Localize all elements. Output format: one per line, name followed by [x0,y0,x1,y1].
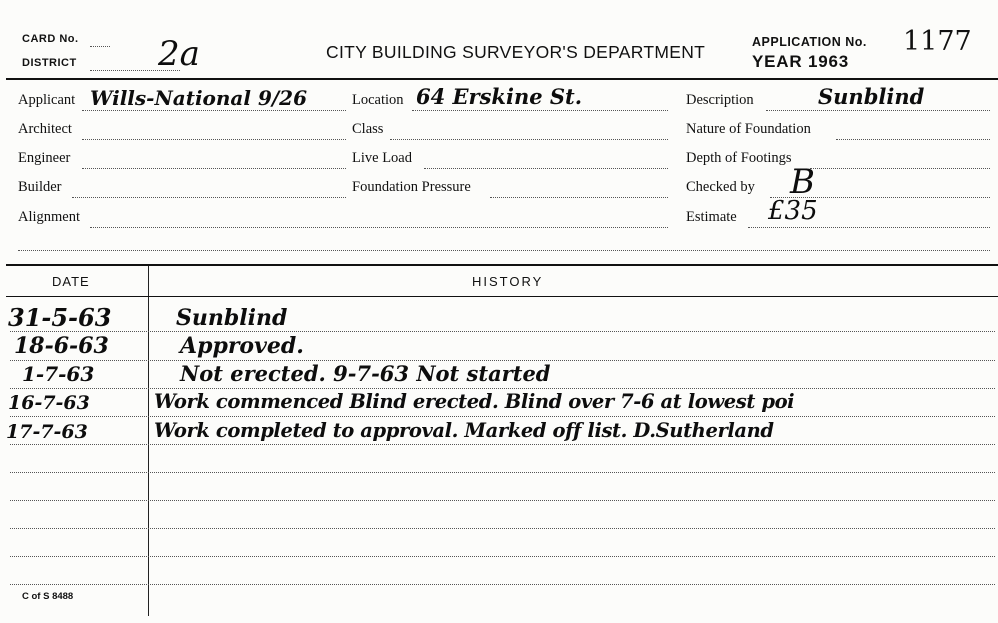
application-label: APPLICATION No. [752,35,867,49]
depth-of-footings-label: Depth of Footings [686,150,792,166]
application-number: 1177 [903,26,972,57]
history-text: Sunblind [176,305,288,331]
department-title: CITY BUILDING SURVEYOR'S DEPARTMENT [326,42,706,62]
history-date: 16-7-63 [8,392,90,414]
architect-label: Architect [18,121,72,137]
history-text: Not erected. 9-7-63 Not started [180,361,551,386]
foundation-pressure-label: Foundation Pressure [352,179,471,195]
district-label: DISTRICT [22,57,77,69]
description-value: Sunblind [818,84,925,109]
history-text: Approved. [180,333,304,359]
history-date: 31-5-63 [8,303,112,332]
history-text: Work commenced Blind erected. Blind over 7-6 at lowest poi [154,390,795,413]
live-load-label: Live Load [352,150,412,166]
checked-by-value: B [790,162,815,202]
history-date: 18-6-63 [14,333,109,359]
card-no-label: CARD No. [22,33,79,45]
checked-by-label: Checked by [686,179,755,195]
description-label: Description [686,92,754,108]
year-label: YEAR 1963 [752,52,849,71]
alignment-label: Alignment [18,209,81,225]
applicant-label: Applicant [18,92,76,108]
builder-label: Builder [18,179,62,195]
form-code: C of S 8488 [22,591,74,602]
history-date: 1-7-63 [22,362,95,386]
location-value: 64 Erskine St. [416,84,583,109]
date-column-header: DATE [52,274,90,289]
engineer-label: Engineer [18,150,71,166]
location-label: Location [352,92,404,108]
history-text: Work completed to approval. Marked off list. D.Sutherland [154,419,774,442]
card-no-value: 2a [158,34,200,74]
history-column-header: HISTORY [472,274,544,289]
estimate-value: £35 [768,196,818,226]
estimate-label: Estimate [686,209,737,225]
history-date: 17-7-63 [6,421,88,443]
applicant-value: Wills-National 9/26 [90,86,307,110]
class-label: Class [352,121,384,137]
nature-of-foundation-label: Nature of Foundation [686,121,811,137]
